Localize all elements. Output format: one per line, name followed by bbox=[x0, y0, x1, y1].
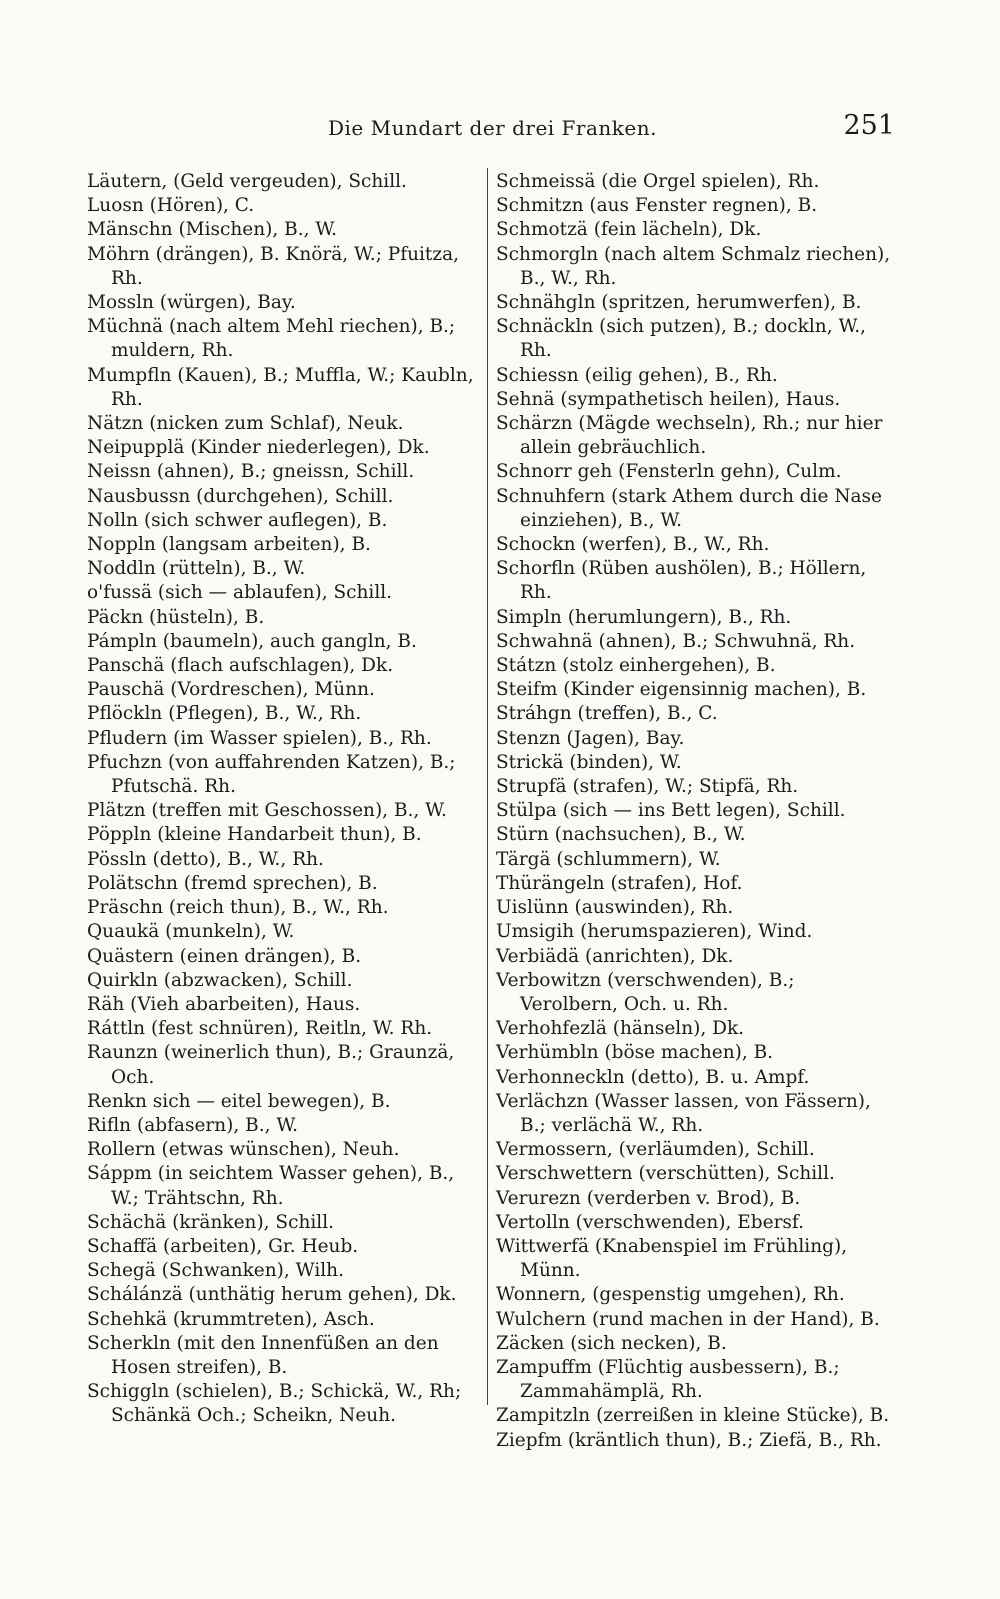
dictionary-entry: Wulchern (rund machen in der Hand), B. bbox=[496, 1308, 880, 1330]
dictionary-entry: Ráttln (fest schnüren), Reitln, W. Rh. bbox=[87, 1018, 433, 1040]
left-column bbox=[87, 170, 484, 1429]
dictionary-entry: Strupfä (strafen), W.; Stipfä, Rh. bbox=[496, 776, 799, 798]
dictionary-entry: Nolln (sich schwer auflegen), B. bbox=[87, 509, 388, 531]
dictionary-entry: Stürn (nachsuchen), B., W. bbox=[496, 824, 746, 846]
dictionary-entry: Strickä (binden), W. bbox=[496, 751, 682, 773]
dictionary-entry: Schnuhfern (stark Athem durch die Nase einziehen), B., W. bbox=[496, 485, 882, 531]
dictionary-entry: Zäcken (sich necken), B. bbox=[496, 1332, 727, 1354]
dictionary-entry: Mumpfln (Kauen), B.; Muffla, W.; Kaubln, Rh. bbox=[87, 364, 474, 410]
dictionary-entry: Schmorgln (nach altem Schmalz riechen), B., W., Rh. bbox=[496, 243, 891, 289]
dictionary-entry: Läutern, (Geld vergeuden), Schill. bbox=[87, 171, 407, 192]
dictionary-entry: Schálánzä (unthätig herum gehen), Dk. bbox=[87, 1284, 457, 1306]
dictionary-entry: Schnäckln (sich putzen), B.; dockln, W., Rh. bbox=[496, 316, 867, 362]
dictionary-entry: Simpln (herumlungern), B., Rh. bbox=[496, 606, 792, 628]
dictionary-entry: Pflöckln (Pflegen), B., W., Rh. bbox=[87, 703, 362, 725]
dictionary-entry: Schnorr geh (Fensterln gehn), Culm. bbox=[496, 461, 842, 483]
dictionary-entry: Pfludern (im Wasser spielen), B., Rh. bbox=[87, 727, 432, 749]
dictionary-entry: Verhohfezlä (hänseln), Dk. bbox=[496, 1018, 745, 1040]
dictionary-entry: Quirkln (abzwacken), Schill. bbox=[87, 969, 353, 991]
dictionary-entry: Nausbussn (durchgehen), Schill. bbox=[87, 485, 394, 507]
dictionary-entry: Schärzn (Mägde wechseln), Rh.; nur hier allein gebräuchlich. bbox=[496, 413, 883, 459]
dictionary-entry: Verbowitzn (verschwenden), B.; Verolbern, Och. u. Rh. bbox=[496, 969, 795, 1015]
dictionary-entry: Steifm (Kinder eigensinnig machen), B. bbox=[496, 679, 867, 701]
dictionary-entry: Schegä (Schwanken), Wilh. bbox=[87, 1260, 344, 1282]
dictionary-entry: Quaukä (munkeln), W. bbox=[87, 921, 295, 943]
dictionary-entry: Mänschn (Mischen), B., W. bbox=[87, 219, 338, 241]
dictionary-entry: Schockn (werfen), B., W., Rh. bbox=[496, 534, 770, 556]
dictionary-entry: Stenzn (Jagen), Bay. bbox=[496, 727, 685, 749]
dictionary-entry: Schaffä (arbeiten), Gr. Heub. bbox=[87, 1235, 359, 1257]
dictionary-entry: Verlächzn (Wasser lassen, von Fässern), B.; verlächä W., Rh. bbox=[496, 1090, 871, 1136]
dictionary-entry: Schmotzä (fein lächeln), Dk. bbox=[496, 219, 762, 241]
dictionary-entry: Noddln (rütteln), B., W. bbox=[87, 558, 306, 580]
dictionary-entry: Möhrn (drängen), B. Knörä, W.; Pfuitza, Rh. bbox=[87, 243, 460, 289]
dictionary-entry: Schiessn (eilig gehen), B., Rh. bbox=[496, 364, 778, 386]
dictionary-entry: Räh (Vieh abarbeiten), Haus. bbox=[87, 993, 361, 1015]
dictionary-entry: Pámpln (baumeln), auch gangln, B. bbox=[87, 630, 417, 652]
dictionary-entry: Ziepfm (kräntlich thun), B.; Ziefä, B., Rh. bbox=[496, 1429, 882, 1451]
dictionary-entry: Quästern (einen drängen), B. bbox=[87, 945, 362, 967]
dictionary-entry: Rollern (etwas wünschen), Neuh. bbox=[87, 1139, 400, 1161]
dictionary-entry: Uislünn (auswinden), Rh. bbox=[496, 897, 734, 919]
dictionary-entry: Präschn (reich thun), B., W., Rh. bbox=[87, 897, 389, 919]
dictionary-entry: Rifln (abfasern), B., W. bbox=[87, 1114, 299, 1136]
dictionary-entry: Zampitzln (zerreißen in kleine Stücke), B. bbox=[496, 1405, 890, 1427]
dictionary-entry: o'fussä (sich — ablaufen), Schill. bbox=[87, 582, 393, 604]
dictionary-entry: Thürängeln (strafen), Hof. bbox=[496, 872, 743, 894]
dictionary-entry: Neipupplä (Kinder niederlegen), Dk. bbox=[87, 437, 430, 459]
dictionary-entry: Stráhgn (treffen), B., C. bbox=[496, 703, 718, 725]
dictionary-entry: Stülpa (sich — ins Bett legen), Schill. bbox=[496, 800, 846, 822]
dictionary-entry: Noppln (langsam arbeiten), B. bbox=[87, 534, 371, 556]
dictionary-entry: Tärgä (schlummern), W. bbox=[496, 848, 721, 870]
dictionary-entry: Pössln (detto), B., W., Rh. bbox=[87, 848, 324, 870]
running-title: Die Mundart der drei Franken. bbox=[328, 116, 657, 140]
dictionary-entry: Sehnä (sympathetisch heilen), Haus. bbox=[496, 388, 841, 410]
dictionary-entry: Neissn (ahnen), B.; gneissn, Schill. bbox=[87, 461, 415, 483]
dictionary-entry: Päckn (hüsteln), B. bbox=[87, 606, 265, 628]
dictionary-entry: Raunzn (weinerlich thun), B.; Graunzä, Och. bbox=[87, 1042, 455, 1088]
dictionary-entry: Luosn (Hören), C. bbox=[87, 195, 255, 217]
dictionary-entry: Schiggln (schielen), B.; Schickä, W., Rh; Schänkä Och.; Scheikn, Neuh. bbox=[87, 1381, 462, 1427]
dictionary-entry: Pauschä (Vordreschen), Münn. bbox=[87, 679, 375, 701]
dictionary-entry: Sáppm (in seichtem Wasser gehen), B., W.; Trähtschn, Rh. bbox=[87, 1163, 455, 1209]
dictionary-entry: Pfuchzn (von auffahrenden Katzen), B.; Pfutschä. Rh. bbox=[87, 751, 456, 798]
dictionary-entry: Plätzn (treffen mit Geschossen), B., W. bbox=[87, 800, 447, 822]
dictionary-entry: Státzn (stolz einhergehen), B. bbox=[496, 655, 776, 677]
dictionary-entry: Wittwerfä (Knabenspiel im Frühling), Münn. bbox=[496, 1235, 848, 1282]
dictionary-entry: Zampuffm (Flüchtig ausbessern), B.; Zammahämplä, Rh. bbox=[496, 1356, 840, 1403]
dictionary-entry: Schwahnä (ahnen), B.; Schwuhnä, Rh. bbox=[496, 630, 856, 652]
right-column bbox=[496, 170, 896, 1453]
dictionary-entry: Pöppln (kleine Handarbeit thun), B. bbox=[87, 824, 422, 846]
dictionary-entry: Umsigih (herumspazieren), Wind. bbox=[496, 921, 813, 943]
dictionary-entry: Verurezn (verderben v. Brod), B. bbox=[496, 1187, 801, 1209]
dictionary-entry: Vertolln (verschwenden), Ebersf. bbox=[496, 1211, 804, 1233]
dictionary-entry: Schächä (kränken), Schill. bbox=[87, 1211, 335, 1233]
dictionary-entry: Wonnern, (gespenstig umgehen), Rh. bbox=[496, 1284, 845, 1306]
dictionary-entry: Panschä (flach aufschlagen), Dk. bbox=[87, 655, 394, 677]
dictionary-entry: Nätzn (nicken zum Schlaf), Neuk. bbox=[87, 413, 404, 435]
dictionary-entry: Renkn sich — eitel bewegen), B. bbox=[87, 1090, 391, 1112]
dictionary-entry: Mossln (würgen), Bay. bbox=[87, 292, 296, 314]
page-number: 251 bbox=[843, 110, 895, 141]
dictionary-entry: Schnähgln (spritzen, herumwerfen), B. bbox=[496, 292, 862, 314]
dictionary-entry: Vermossern, (verläumden), Schill. bbox=[496, 1139, 815, 1161]
dictionary-entry: Schehkä (krummtreten), Asch. bbox=[87, 1308, 375, 1330]
dictionary-entry: Verhümbln (böse machen), B. bbox=[496, 1042, 774, 1064]
dictionary-entry: Müchnä (nach altem Mehl riechen), B.; muldern, Rh. bbox=[87, 316, 456, 362]
dictionary-entry: Verbiädä (anrichten), Dk. bbox=[496, 945, 734, 967]
dictionary-entry: Verschwettern (verschütten), Schill. bbox=[496, 1163, 835, 1185]
page-header bbox=[90, 110, 895, 150]
dictionary-entry: Scherkln (mit den Innenfüßen an den Hosen streifen), B. bbox=[87, 1332, 439, 1378]
dictionary-entry: Schmeissä (die Orgel spielen), Rh. bbox=[496, 171, 820, 192]
dictionary-entry: Schorfln (Rüben aushölen), B.; Höllern, Rh. bbox=[496, 558, 867, 604]
column-divider bbox=[487, 168, 488, 1405]
dictionary-entry: Verhonneckln (detto), B. u. Ampf. bbox=[496, 1066, 810, 1088]
dictionary-entry: Schmitzn (aus Fenster regnen), B. bbox=[496, 195, 818, 217]
dictionary-entry: Polätschn (fremd sprechen), B. bbox=[87, 872, 378, 894]
